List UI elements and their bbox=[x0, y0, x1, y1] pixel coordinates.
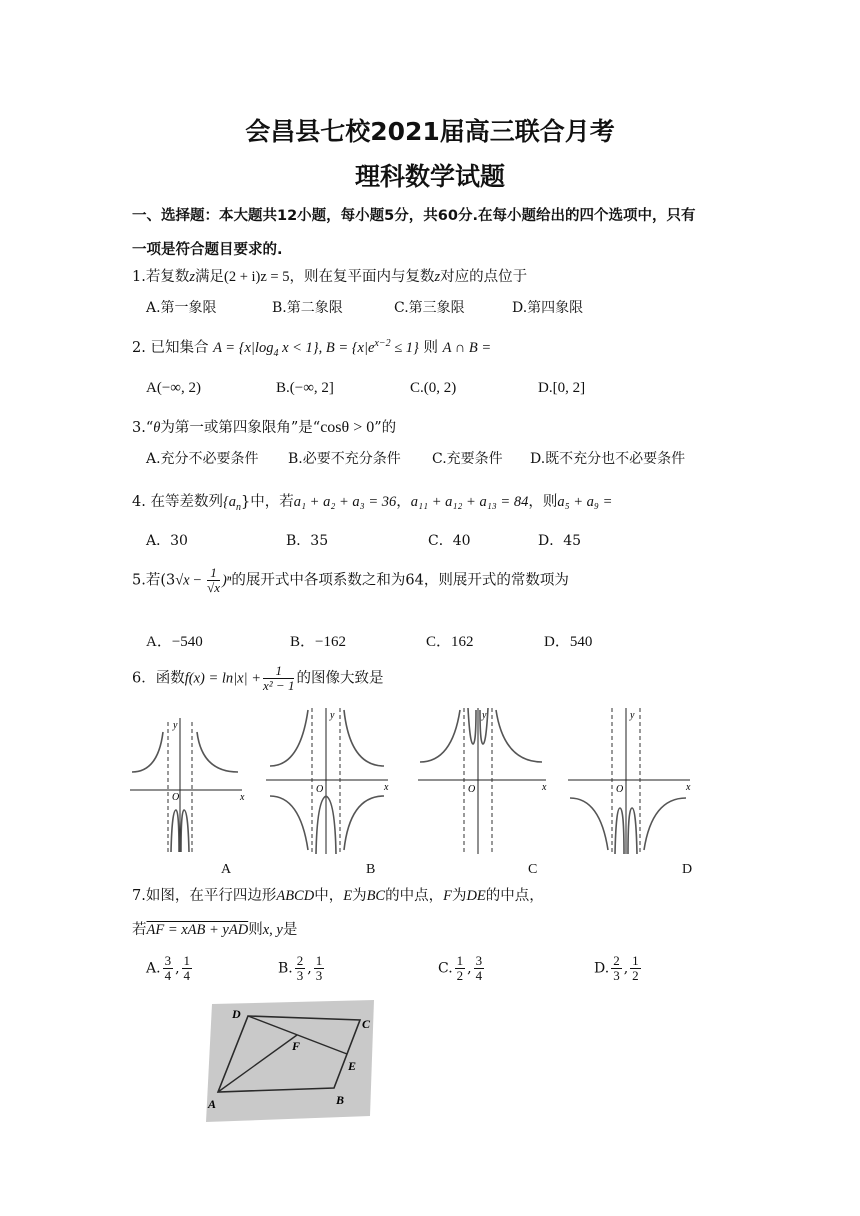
q4-text-b: }中，若 bbox=[241, 494, 294, 510]
q2-text-b: 则 bbox=[423, 340, 438, 356]
q4-option-b: B．35 bbox=[286, 533, 329, 549]
q7-e: E bbox=[343, 888, 353, 904]
q1-expression: (2 + i)z = 5 bbox=[224, 269, 290, 285]
graph-c-middle-left bbox=[468, 708, 476, 744]
q2-log-base: 4 bbox=[273, 347, 279, 359]
graph-a-x-label: x bbox=[240, 792, 245, 803]
q5-sqrt: √x bbox=[175, 572, 190, 589]
q3-theta: θ bbox=[153, 420, 161, 436]
q6-expression: f(x) = ln|x| + bbox=[184, 670, 261, 687]
graph-d-right-branch bbox=[644, 798, 686, 850]
q4-option-a: A．30 bbox=[146, 533, 188, 549]
q7-option-b: B. $\frac{2}{3}$ , $\frac{1}{3}$ bbox=[278, 953, 323, 983]
q1-option-c: C.第三象限 bbox=[394, 300, 465, 316]
q6-frac-num: 1 bbox=[263, 664, 294, 679]
q3-text-b: 为第一或第四象限角”是“ bbox=[160, 420, 321, 436]
q7-opt-a-label: A. bbox=[146, 960, 161, 977]
q2-sets bbox=[213, 338, 419, 359]
exam-title: 会昌县七校2021届高三联合月考 bbox=[245, 117, 615, 146]
question-7-stem bbox=[132, 884, 544, 905]
q7-opt-a-frac1 bbox=[163, 954, 174, 983]
q5-text-a: 5.若(3 bbox=[132, 572, 176, 589]
q5-frac-den: √x bbox=[207, 580, 220, 595]
graph-d-left-branch bbox=[570, 798, 608, 850]
q7-abcd: ABCD bbox=[276, 888, 315, 904]
q1-text-c: ，则在复平面内与复数 bbox=[289, 269, 435, 285]
q4-text-a: 4. 在等差数列 bbox=[132, 494, 223, 510]
q2-setA: A = {x|log bbox=[213, 340, 274, 356]
q3-option-b: B.必要不充分条件 bbox=[288, 451, 401, 467]
question-5-stem bbox=[132, 566, 569, 595]
q7-opt-a-n2: 1 bbox=[183, 953, 191, 968]
q7-opt-b-frac1 bbox=[295, 954, 306, 983]
q6-graph-label-c: C bbox=[528, 862, 538, 877]
q1-text-d: 对应的点位于 bbox=[440, 269, 528, 285]
q6-graph-c bbox=[416, 704, 552, 858]
q7-text-b: 中， bbox=[314, 888, 344, 904]
graph-a-middle-left bbox=[171, 810, 179, 852]
question-7-line2 bbox=[132, 918, 297, 939]
graph-d-middle-right bbox=[628, 808, 637, 854]
figure-label-e: E bbox=[348, 1059, 357, 1073]
q3-text-a: 3.“ bbox=[132, 420, 154, 436]
q7-opt-a-n1: 3 bbox=[164, 953, 172, 968]
graph-c-origin: O bbox=[468, 784, 476, 795]
q3-expression: cosθ > 0 bbox=[320, 419, 375, 436]
q2-exponent: x−2 bbox=[374, 338, 391, 350]
q3-option-c: C.充要条件 bbox=[432, 451, 503, 467]
q1-var-z2: z bbox=[434, 269, 441, 285]
q7-option-a: A. $\frac{3}{4}$ , $\frac{1}{4}$ bbox=[146, 953, 191, 983]
q4-option-c: C．40 bbox=[428, 533, 471, 549]
q5-minus: − bbox=[189, 572, 206, 589]
q7-opt-b-label: B. bbox=[278, 960, 293, 977]
q4-seq-open: {a bbox=[222, 494, 237, 510]
figure-label-b: B bbox=[336, 1093, 345, 1107]
q7-vector-eq: AF = xAB + yAD bbox=[146, 922, 249, 938]
q7-option-d: D. $\frac{2}{3}$ , $\frac{1}{2}$ bbox=[594, 953, 639, 983]
q5-fraction bbox=[207, 566, 220, 595]
q7-text-f: 的中点， bbox=[485, 888, 544, 904]
q7-opt-d-d1: 3 bbox=[613, 968, 620, 983]
q7-line2-b: 则 bbox=[248, 922, 263, 938]
q7-opt-d-n1: 2 bbox=[613, 953, 620, 968]
graph-a-y-label: y bbox=[173, 720, 178, 731]
q5-text-b: 的展开式中各项系数之和为64，则展开式的常数项为 bbox=[231, 572, 569, 589]
q7-text-c: 为 bbox=[352, 888, 367, 904]
q5-option-c: C．162 bbox=[426, 634, 474, 650]
graph-c-x-label: x bbox=[542, 782, 547, 793]
q4-seq-sub: n bbox=[236, 501, 242, 513]
graph-a-right-branch bbox=[197, 732, 238, 772]
q7-parallelogram-figure bbox=[204, 998, 376, 1122]
figure-label-d: D bbox=[232, 1007, 241, 1021]
q6-text-b: 的图像大致是 bbox=[296, 670, 384, 687]
q7-opt-a-frac2 bbox=[182, 954, 193, 983]
figure-label-c: C bbox=[362, 1017, 371, 1031]
q7-opt-c-d2: 4 bbox=[475, 968, 483, 983]
q6-graph-label-a: A bbox=[221, 862, 232, 877]
q1-option-d: D.第四象限 bbox=[512, 300, 584, 316]
q2-option-b: B.(−∞, 2] bbox=[276, 380, 334, 396]
q7-opt-c-n1: 1 bbox=[456, 953, 464, 968]
q1-var-z: z bbox=[189, 269, 195, 285]
graph-b-x-label: x bbox=[384, 782, 389, 793]
graph-c-y-label: y bbox=[482, 710, 487, 721]
q1-text-a: 1.若复数 bbox=[132, 269, 190, 285]
q7-text-e: 为 bbox=[451, 888, 467, 904]
section-heading-line2: 一项是符合题目要求的. bbox=[132, 242, 283, 258]
graph-b-left-branch bbox=[270, 710, 308, 766]
q6-frac-den: x² − 1 bbox=[263, 678, 295, 693]
q7-opt-d-frac2 bbox=[630, 954, 641, 983]
q3-option-a: A.充分不必要条件 bbox=[146, 451, 259, 467]
q3-text-c: ”的 bbox=[374, 420, 397, 436]
q7-opt-b-n2: 1 bbox=[315, 953, 323, 968]
question-1-stem bbox=[132, 265, 527, 286]
question-3-stem bbox=[132, 416, 396, 437]
q3-option-d: D.既不充分也不必要条件 bbox=[530, 451, 686, 467]
q2-setA-rest: x < 1}, B = {x|e bbox=[278, 340, 375, 356]
figure-label-a: A bbox=[208, 1097, 217, 1111]
q7-opt-b-d2: 3 bbox=[315, 968, 323, 983]
q7-xy: x, y bbox=[262, 922, 283, 938]
question-6-stem bbox=[132, 664, 383, 693]
q7-de: DE bbox=[466, 888, 486, 904]
q7-opt-d-d2: 2 bbox=[632, 968, 639, 983]
q4-option-d: D．45 bbox=[538, 533, 582, 549]
q6-graph-d bbox=[566, 704, 696, 858]
question-4-stem bbox=[132, 490, 612, 513]
q6-graph-b bbox=[264, 704, 394, 858]
graph-c-left-branch bbox=[420, 710, 460, 762]
q5-frac-num: 1 bbox=[207, 566, 220, 581]
q7-line2-c: 是 bbox=[282, 922, 298, 938]
q6-graph-a bbox=[128, 712, 248, 858]
q7-opt-c-frac2 bbox=[474, 954, 485, 983]
q5-option-b: B．−162 bbox=[290, 634, 346, 650]
q7-text-a: 7.如图，在平行四边形 bbox=[132, 888, 277, 904]
q4-eq3: a₅ + a₉ = bbox=[557, 494, 613, 510]
q7-opt-c-label: C. bbox=[438, 960, 453, 977]
q4-eq2: a₁₁ + a₁₂ + a₁₃ = 84 bbox=[410, 494, 529, 510]
q6-graph-label-b: B bbox=[366, 862, 376, 877]
q4-sep: ， bbox=[396, 494, 411, 510]
q6-fraction bbox=[263, 664, 294, 693]
q7-opt-b-n1: 2 bbox=[296, 953, 304, 968]
q7-opt-d-label: D. bbox=[594, 960, 610, 977]
q7-opt-c-n2: 3 bbox=[475, 953, 483, 968]
q7-text-d: 的中点， bbox=[385, 888, 444, 904]
graph-b-right-lower bbox=[344, 796, 384, 850]
q2-option-c: C.(0, 2) bbox=[410, 380, 457, 396]
graph-b-y-label: y bbox=[330, 710, 335, 721]
graph-a-origin: O bbox=[172, 792, 180, 803]
exam-subtitle: 理科数学试题 bbox=[354, 162, 505, 191]
graph-b-left-lower bbox=[270, 796, 308, 850]
graph-d-x-label: x bbox=[686, 782, 691, 793]
question-2-stem bbox=[132, 336, 491, 359]
graph-d-origin: O bbox=[616, 784, 624, 795]
graph-d-middle-left bbox=[615, 808, 624, 854]
figure-label-f: F bbox=[292, 1039, 301, 1053]
q2-setB-rest: ≤ 1} bbox=[390, 340, 419, 356]
q7-opt-d-frac1 bbox=[611, 954, 622, 983]
graph-d-y-label: y bbox=[630, 710, 635, 721]
q6-text-a: 6．函数 bbox=[132, 670, 185, 687]
q1-option-a: A.第一象限 bbox=[146, 300, 217, 316]
q7-line2-a: 若 bbox=[132, 922, 147, 938]
q7-f: F bbox=[443, 888, 452, 904]
graph-b-right-branch bbox=[344, 710, 384, 766]
q2-intersection: A ∩ B = bbox=[442, 340, 492, 356]
q4-sequence bbox=[222, 494, 242, 513]
q6-graph-label-d: D bbox=[682, 862, 693, 877]
q5-option-d: D．540 bbox=[544, 634, 593, 650]
q7-opt-c-d1: 2 bbox=[456, 968, 464, 983]
graph-a-middle-right bbox=[181, 810, 189, 852]
section-heading-line1: 一、选择题：本大题共12小题，每小题5分，共60分.在每小题给出的四个选项中，只有 bbox=[132, 208, 696, 224]
q7-opt-a-d2: 4 bbox=[183, 968, 191, 983]
q5-power: )ⁿ bbox=[221, 572, 232, 589]
q2-text-a: 2. 已知集合 bbox=[132, 340, 209, 356]
graph-c-right-branch bbox=[496, 710, 542, 762]
q7-opt-b-d1: 3 bbox=[296, 968, 304, 983]
q2-option-d: D.[0, 2] bbox=[538, 380, 586, 396]
q7-opt-a-d1: 4 bbox=[164, 968, 172, 983]
graph-b-origin: O bbox=[316, 784, 324, 795]
q1-text-b: 满足 bbox=[195, 269, 224, 285]
q4-eq1: a₁ + a₂ + a₃ = 36 bbox=[293, 494, 397, 510]
q7-opt-d-n2: 1 bbox=[632, 953, 639, 968]
q5-option-a: A．−540 bbox=[146, 634, 203, 650]
q7-opt-c-frac1 bbox=[455, 954, 466, 983]
q7-option-c: C. $\frac{1}{2}$ , $\frac{3}{4}$ bbox=[438, 953, 483, 983]
graph-a-left-branch bbox=[132, 732, 163, 772]
q7-bc: BC bbox=[366, 888, 386, 904]
q2-option-a: A(−∞, 2) bbox=[146, 380, 201, 396]
q4-text-c: ，则 bbox=[528, 494, 558, 510]
q1-option-b: B.第二象限 bbox=[272, 300, 343, 316]
q7-opt-b-frac2 bbox=[314, 954, 325, 983]
